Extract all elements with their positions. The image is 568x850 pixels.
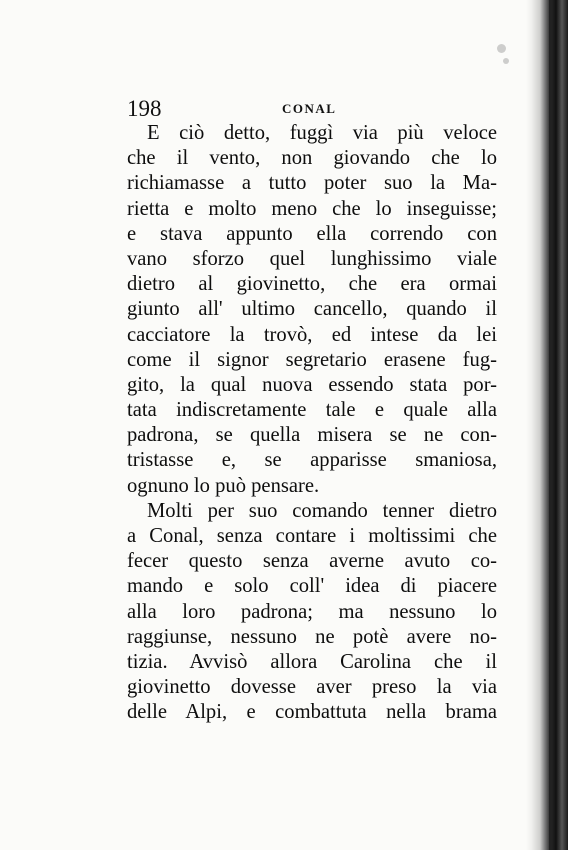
text-line: E ciò detto, fuggì via più veloce [147,122,497,144]
text-line: rietta e molto meno che lo inseguisse; [127,197,497,220]
text-line: tristasse e, se apparisse smaniosa, [127,449,497,472]
page-number: 198 [127,96,162,121]
text-line: come il signor segretario erasene fug- [127,348,497,371]
page-header [127,96,497,120]
text-line: mando e solo coll' idea di piacere [127,575,497,598]
text-line: e stava appunto ella correndo con [127,222,497,245]
text-line: padrona, se quella misera se ne con- [127,424,497,447]
text-line: cacciatore la trovò, ed intese da lei [127,323,497,346]
body-text [127,121,497,726]
text-line: vano sforzo quel lunghissimo viale [127,247,497,270]
binding-edge-shadow [526,0,568,850]
text-line: che il vento, non giovando che lo [127,147,497,170]
text-line: fecer questo senza averne avuto co- [127,550,497,573]
text-line: gito, la qual nuova essendo stata por- [127,373,497,396]
text-line: richiamasse a tutto poter suo la Ma- [127,172,497,195]
running-title: CONAL [282,101,337,116]
text-line: giunto all' ultimo cancello, quando il [127,298,497,321]
text-line: delle Alpi, e combattuta nella brama [127,701,497,724]
scan-speck [503,58,509,64]
scan-speck [497,44,506,53]
text-line: alla loro padrona; ma nessuno lo [127,600,497,623]
text-line: raggiunse, nessuno ne potè avere no- [127,625,497,648]
text-line: tata indiscretamente tale e quale alla [127,399,497,422]
text-line: ognuno lo può pensare. [127,474,320,497]
text-line: giovinetto dovesse aver preso la via [127,676,497,699]
text-line: Molti per suo comando tenner dietro [147,499,497,522]
text-line: tizia. Avvisò allora Carolina che il [127,650,497,673]
binding-edge-line [549,0,552,850]
text-line: a Conal, senza contare i moltissimi che [127,525,497,547]
text-line: dietro al giovinetto, che era ormai [127,273,497,296]
